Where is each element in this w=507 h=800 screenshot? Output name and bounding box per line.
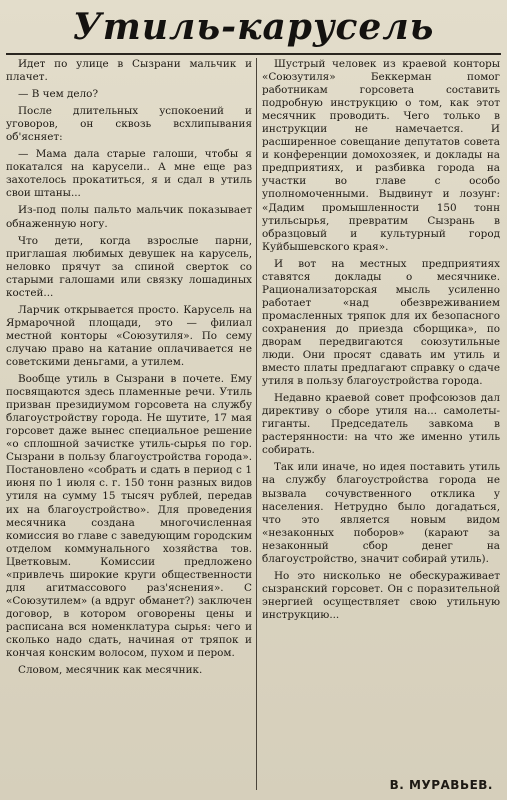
paragraph: Из-под полы пальто мальчик показывает обнаженную ногу. xyxy=(6,204,252,230)
paragraph: Но это нисколько не обескураживает сызранский горсовет. Он с поразительной энергией осуществляет свою утильную инструкцию... xyxy=(262,569,500,621)
paragraph: Так или иначе, но идея поставить утиль на службу благоустройства города не вызвала сочувственного отклика у населения. Нетрудно было догадаться, что это является новым видом «незаконных поборов» (карают за незаконный сбор денег на благоустройство, значит собирай утиль). xyxy=(262,461,500,565)
paragraph: После длительных успокоений и уговоров, он сквозь всхлипывания об'ясняет: xyxy=(6,105,252,144)
paragraph: — Мама дала старые галоши, чтобы я покатался на карусели.. А мне еще раз захотелось прокатиться, я и сдал в утиль свои штаны... xyxy=(6,148,252,200)
paragraph: Недавно краевой совет профсоюзов дал директиву о сборе утиля на... самолеты-гиганты. Председатель завкома в растерянности: на что же именно утиль собирать. xyxy=(262,392,500,457)
paragraph: Ларчик открывается просто. Карусель на Ярмарочной площади, это — филиал местной конторы «Союзутиля». По сему случаю право на катание оплачивается не советскими деньгами, а утилем. xyxy=(6,303,252,368)
right-column xyxy=(262,58,500,792)
title-divider xyxy=(6,53,501,55)
paragraph: — В чем дело? xyxy=(18,88,99,101)
author-signature: В. МУРАВЬЕВ. xyxy=(389,778,493,792)
paragraph: Идет по улице в Сызрани мальчик и плачет. xyxy=(6,58,252,84)
article-title: Утиль-карусель xyxy=(72,6,435,48)
paragraph: Что дети, когда взрослые парни, приглашая любимых девушек на карусель, неловко прячут за спиной сверток со старыми галошами или связку лошадиных костей... xyxy=(6,234,252,299)
paragraph: Словом, месячник как месячник. xyxy=(18,664,203,677)
paragraph: Шустрый человек из краевой конторы «Союзутиля» Беккерман помог работникам горсовета составить подробную инструкцию о том, как этот месячник проводить. Чего только в инструкции не намечается. И расширенное совещание депутатов совета и конференции домохозяек, и доклады на предприятиях, и разбивка города на участки во главе с особо уполномоченными. Выдвинут и лозунг: «Дадим промышленности 150 тонн утильсырья, превратим Сызрань в образцовый и культурный город Куйбышевского края». xyxy=(262,58,500,253)
paragraph: И вот на местных предприятиях ставятся доклады о месячнике. Рационализаторская мысль усиленно работает «над обезвреживанием промасленных тряпок для их безопасного сохранения до приезда сборщика», по дворам передвигаются союзутильные люди. Они просят сдавать им утиль и вместо платы предлагают справку о сдаче утиля в пользу благоустройства города. xyxy=(262,257,500,388)
left-column xyxy=(6,58,252,792)
column-divider xyxy=(256,58,257,790)
paragraph: Вообще утиль в Сызрани в почете. Ему посвящаются здесь пламенные речи. Утиль призван президиумом горсовета на службу благоустройству города. Не шутите, 17 мая горсовет даже вынес специальное решение «о сплошной зачистке утиль-сырья по гор. Сызрани в пользу благоустройства города». Постановлено «собрать и сдать в период с 1 июня по 1 июля с. г. 150 тонн разных видов утиля на сумму 15 тысяч рублей, передав их на благоустройство». Для проведения месячника создана многочисленная комиссия во главе с заведующим городским отделом коммунального хозяйства тов. Цветковым. Комиссии предложено «привлечь широкие круги общественности для агитмассового раз'яснения». С «Союзутилем» (а вдруг обманет?) заключен договор, в котором оговорены цены и расписана вся номенклатура сырья: чего и сколько надо сдать, начиная от тряпок и кончая конским волосом, пухом и пером. xyxy=(6,373,252,660)
